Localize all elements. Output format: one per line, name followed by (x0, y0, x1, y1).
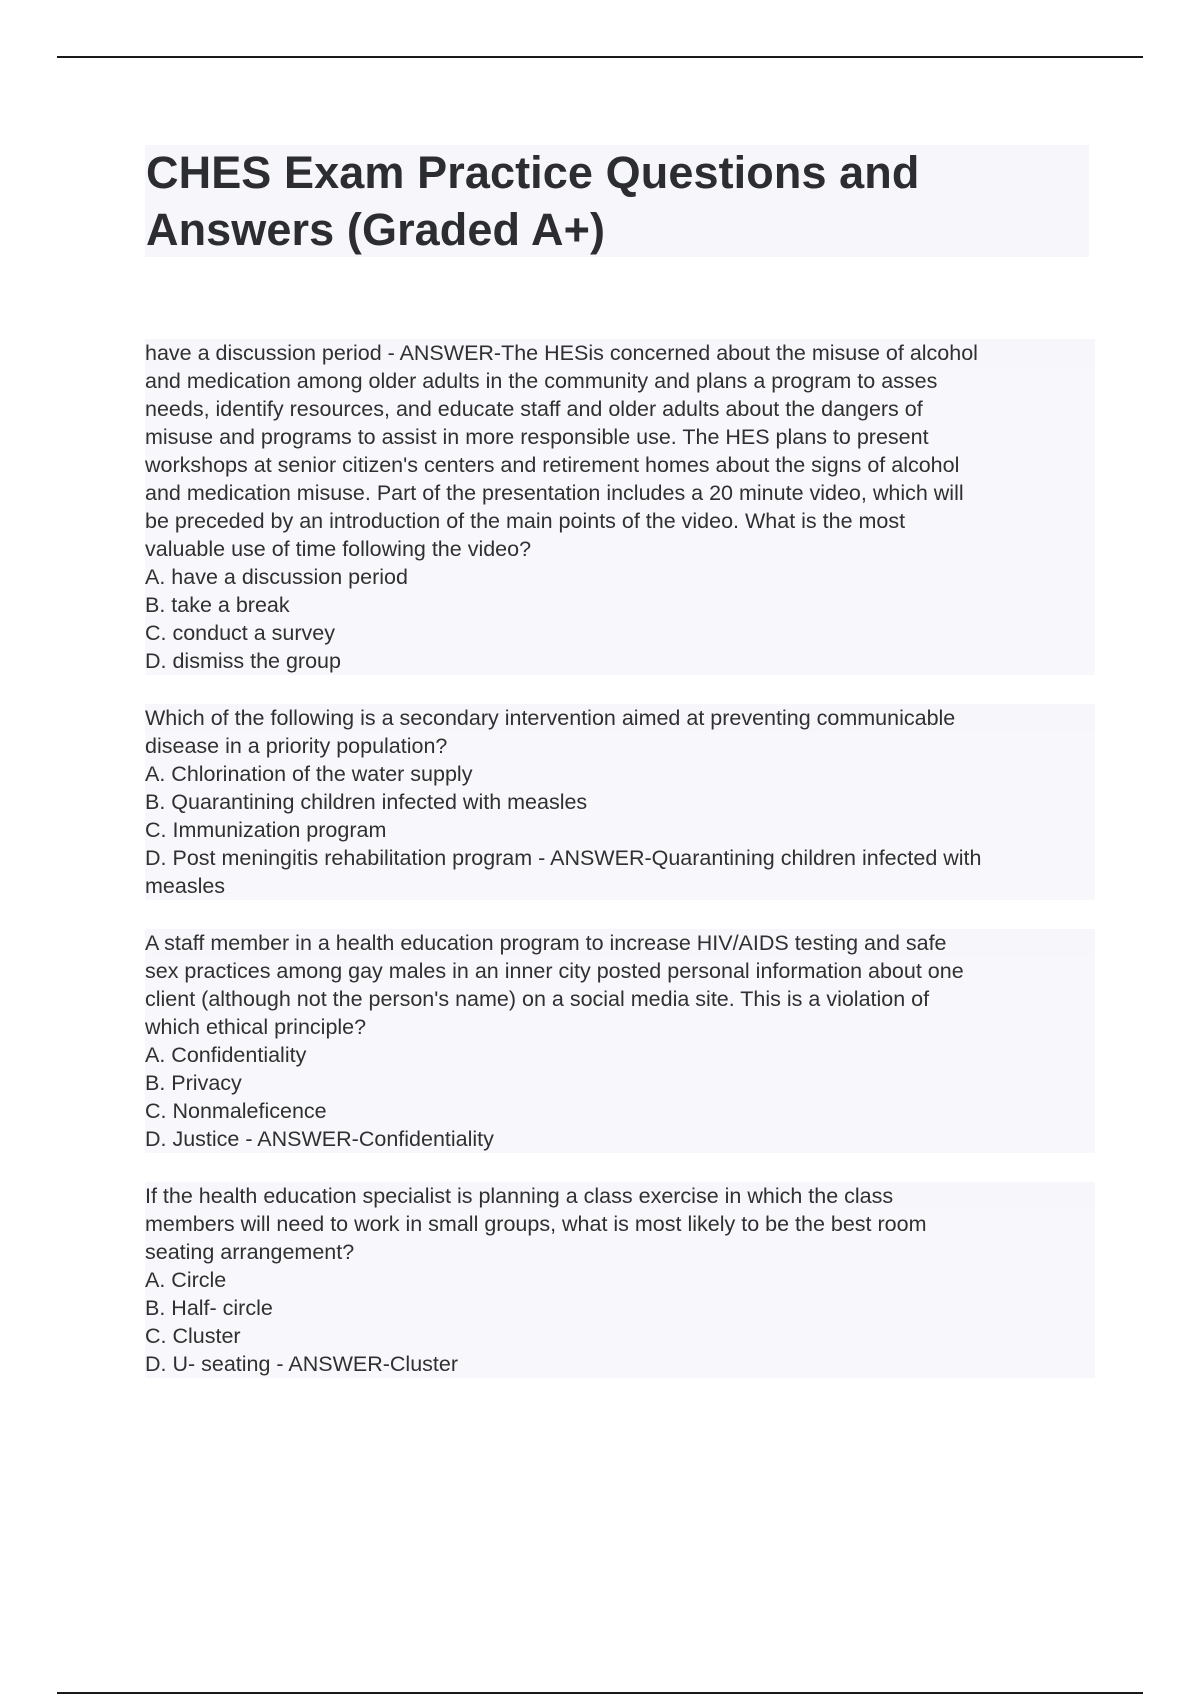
text-line: and medication among older adults in the community and plans a program to asses (145, 369, 938, 393)
bottom-divider (57, 1692, 1143, 1694)
answer-option: D. Justice - ANSWER-Confidentiality (145, 1127, 494, 1151)
text-line: A staff member in a health education program to increase HIV/AIDS testing and safe (145, 929, 1095, 957)
answer-option: C. conduct a survey (145, 621, 336, 645)
page-title (146, 144, 1086, 258)
title-line: Answers (Graded A+) (146, 204, 606, 255)
text-line: and medication misuse. Part of the presentation includes a 20 minute video, which will (145, 481, 964, 505)
text-line: members will need to work in small groups, what is most likely to be the best room (145, 1212, 927, 1236)
answer-option: D. U- seating - ANSWER-Cluster (145, 1352, 459, 1376)
text-line: misuse and programs to assist in more responsible use. The HES plans to present (145, 425, 929, 449)
document-body (145, 339, 1095, 1407)
text-line: If the health education specialist is planning a class exercise in which the class (145, 1182, 1095, 1210)
answer-option: B. take a break (145, 593, 290, 617)
text-line: valuable use of time following the video? (145, 537, 532, 561)
top-divider (57, 56, 1143, 58)
answer-option: B. Quarantining children infected with measles (145, 790, 588, 814)
text-line: client (although not the person's name) on a social media site. This is a violation of (145, 987, 930, 1011)
answer-option: A. Confidentiality (145, 1043, 307, 1067)
qa-block (145, 339, 1095, 675)
text-line: workshops at senior citizen's centers and retirement homes about the signs of alcohol (145, 453, 960, 477)
answer-option: C. Cluster (145, 1324, 241, 1348)
title-line: CHES Exam Practice Questions and (146, 147, 920, 198)
answer-option: A. have a discussion period (145, 565, 408, 589)
text-line: which ethical principle? (145, 1015, 367, 1039)
qa-block (145, 704, 1095, 900)
text-line: Which of the following is a secondary intervention aimed at preventing communicable (145, 704, 1095, 732)
text-line: have a discussion period - ANSWER-The HESis concerned about the misuse of alcohol (145, 339, 1095, 367)
text-line: needs, identify resources, and educate staff and older adults about the dangers of (145, 397, 923, 421)
text-line: sex practices among gay males in an inner city posted personal information about one (145, 959, 964, 983)
answer-option: D. dismiss the group (145, 649, 341, 673)
answer-option: D. Post meningitis rehabilitation program - ANSWER-Quarantining children infected with (145, 846, 982, 870)
answer-option: C. Nonmaleficence (145, 1099, 327, 1123)
text-line: be preceded by an introduction of the main points of the video. What is the most (145, 509, 906, 533)
qa-block (145, 929, 1095, 1153)
text-line: seating arrangement? (145, 1240, 355, 1264)
answer-option: B. Privacy (145, 1071, 242, 1095)
answer-option: B. Half- circle (145, 1296, 273, 1320)
text-line: disease in a priority population? (145, 734, 448, 758)
qa-block (145, 1182, 1095, 1378)
answer-option: A. Circle (145, 1268, 227, 1292)
text-line: measles (145, 874, 226, 898)
answer-option: C. Immunization program (145, 818, 387, 842)
answer-option: A. Chlorination of the water supply (145, 762, 473, 786)
